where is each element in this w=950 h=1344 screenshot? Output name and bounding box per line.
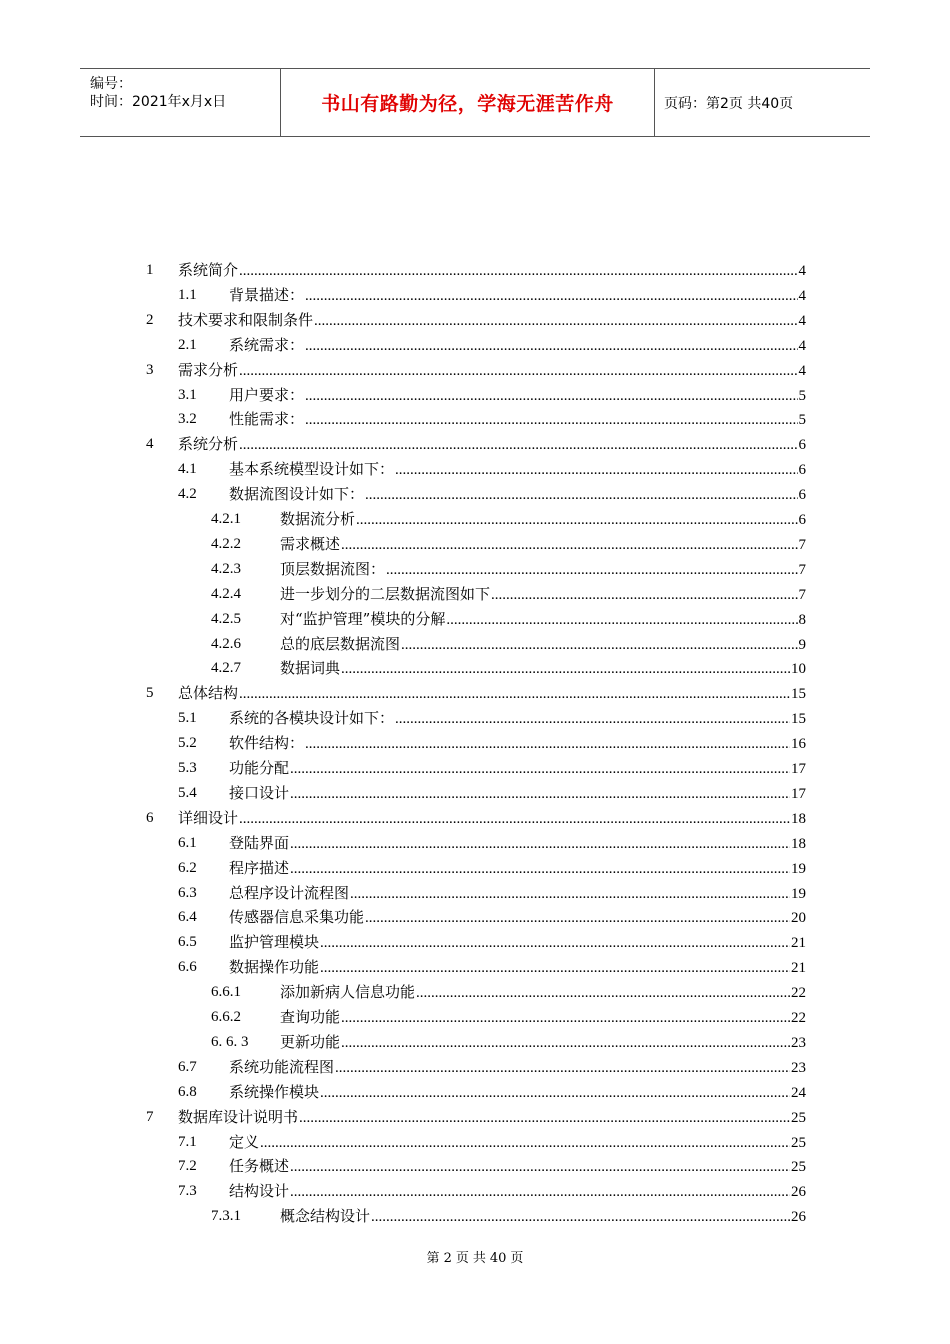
toc-dot-leader (290, 757, 790, 782)
toc-dot-leader (290, 1155, 790, 1180)
toc-entry-number: 3 (146, 361, 154, 378)
toc-entry-number: 4.2.4 (211, 585, 241, 602)
toc-entry[interactable] (0, 407, 950, 432)
toc-dot-leader (341, 1006, 790, 1031)
toc-dot-leader (239, 259, 797, 284)
toc-dot-leader (395, 458, 797, 483)
toc-dot-leader (290, 857, 790, 882)
toc-dot-leader (365, 906, 790, 931)
toc-entry-number: 4.2.1 (211, 511, 241, 527)
toc-entry-page: 4 (798, 362, 806, 379)
toc-entry[interactable] (0, 656, 950, 681)
toc-entry-page: 15 (791, 686, 806, 703)
toc-entry-title: 监护管理模块 (229, 930, 320, 955)
toc-entry-title: 需求概述 (280, 532, 341, 557)
toc-entry-number: 1.1 (178, 286, 197, 303)
toc-entry-page: 18 (791, 810, 806, 827)
toc-dot-leader (305, 284, 797, 309)
toc-entry-page: 4 (798, 337, 806, 354)
toc-entry[interactable] (0, 881, 950, 906)
toc-entry-number: 7.1 (178, 1133, 197, 1150)
toc-entry[interactable] (0, 557, 950, 582)
page-info: 页码：第2页 共40页 (664, 95, 794, 112)
toc-entry-page: 23 (791, 1059, 806, 1076)
toc-entry-title: 系统操作模块 (229, 1080, 320, 1105)
toc-dot-leader (305, 384, 797, 409)
toc-entry-title: 数据流图设计如下： (229, 482, 365, 507)
footer-total-pages: 40 (489, 1251, 507, 1266)
toc-entry-page: 4 (798, 312, 806, 329)
toc-entry[interactable] (0, 831, 950, 856)
toc-entry[interactable] (0, 1080, 950, 1105)
toc-entry-title: 传感器信息采集功能 (229, 905, 365, 930)
toc-entry-number: 6.3 (178, 884, 197, 901)
toc-entry-number: 6.4 (178, 909, 197, 926)
toc-entry-number: 6.6 (178, 959, 197, 976)
toc-entry-title: 登陆界面 (229, 831, 290, 856)
toc-entry[interactable] (0, 358, 950, 383)
toc-entry-number: 6.1 (178, 834, 197, 851)
toc-entry-title: 总程序设计流程图 (229, 881, 350, 906)
toc-entry-page: 4 (798, 263, 806, 279)
toc-entry[interactable] (0, 1030, 950, 1055)
toc-dot-leader (395, 707, 790, 732)
toc-entry-title: 技术要求和限制条件 (178, 308, 314, 333)
toc-entry[interactable] (0, 482, 950, 507)
toc-entry[interactable] (0, 258, 950, 283)
toc-dot-leader (239, 359, 797, 384)
toc-entry-title: 数据库设计说明书 (178, 1105, 299, 1130)
toc-entry[interactable] (0, 607, 950, 632)
toc-entry[interactable] (0, 980, 950, 1005)
footer-ye2: 页 (510, 1251, 524, 1266)
page-header (80, 68, 870, 137)
toc-entry-title: 进一步划分的二层数据流图如下 (280, 582, 491, 607)
toc-entry-title: 需求分析 (178, 358, 239, 383)
toc-entry[interactable] (0, 1005, 950, 1030)
toc-entry-number: 5.2 (178, 735, 197, 752)
toc-entry-page: 10 (791, 661, 806, 678)
toc-entry[interactable] (0, 1154, 950, 1179)
toc-dot-leader (356, 508, 797, 533)
toc-entry-title: 任务概述 (229, 1154, 290, 1179)
toc-entry-number: 4.2.5 (211, 610, 241, 627)
toc-dot-leader (341, 533, 797, 558)
toc-entry-page: 17 (791, 761, 806, 777)
toc-dot-leader (239, 682, 790, 707)
toc-entry-number: 4.2.3 (211, 560, 241, 577)
toc-entry-number: 6.6.1 (211, 984, 241, 1001)
number-label: 编号： (90, 76, 132, 92)
toc-entry-page: 16 (791, 736, 806, 753)
toc-entry[interactable] (0, 681, 950, 706)
footer-current-page: 2 (443, 1251, 452, 1266)
toc-entry-title: 软件结构： (229, 731, 305, 756)
toc-entry-title: 查询功能 (280, 1005, 341, 1030)
toc-entry-title: 程序描述 (229, 856, 290, 881)
toc-dot-leader (416, 981, 790, 1006)
toc-entry-title: 结构设计 (229, 1179, 290, 1204)
toc-dot-leader (290, 832, 790, 857)
toc-entry-title: 总体结构 (178, 681, 239, 706)
toc-entry[interactable] (0, 806, 950, 831)
toc-entry-number: 7.3 (178, 1183, 197, 1200)
toc-entry-title: 功能分配 (229, 756, 290, 781)
footer-di: 第 (426, 1251, 440, 1266)
toc-entry[interactable] (0, 856, 950, 881)
toc-entry[interactable] (0, 731, 950, 756)
toc-dot-leader (299, 1106, 790, 1131)
toc-entry-number: 1 (146, 262, 154, 278)
toc-entry-number: 3.1 (178, 386, 197, 403)
toc-entry[interactable] (0, 532, 950, 557)
toc-entry-page: 26 (791, 1184, 806, 1201)
toc-entry-page: 7 (798, 561, 806, 578)
motto-text: 书山有路勤为径，学海无涯苦作舟 (321, 93, 614, 115)
toc-entry-title: 系统功能流程图 (229, 1055, 335, 1080)
toc-entry-page: 22 (791, 985, 806, 1002)
toc-entry-number: 2.1 (178, 336, 197, 353)
toc-entry-number: 6.2 (178, 859, 197, 876)
toc-entry[interactable] (0, 333, 950, 358)
toc-entry[interactable] (0, 706, 950, 731)
toc-entry-number: 5.1 (178, 710, 197, 727)
toc-entry-title: 总的底层数据流图 (280, 632, 401, 657)
toc-entry[interactable] (0, 308, 950, 333)
toc-entry[interactable] (0, 1204, 950, 1229)
toc-entry-page: 20 (791, 910, 806, 927)
toc-entry-number: 7 (146, 1108, 154, 1125)
page-footer (0, 1247, 950, 1266)
toc-entry-number: 4.1 (178, 461, 197, 478)
header-page-cell (654, 69, 870, 136)
toc-entry-number: 6 (146, 809, 154, 826)
toc-dot-leader (350, 882, 790, 907)
toc-entry-page: 9 (798, 636, 806, 653)
toc-dot-leader (446, 608, 797, 633)
toc-entry[interactable] (0, 432, 950, 457)
toc-entry-page: 6 (798, 512, 806, 528)
toc-entry-title: 数据词典 (280, 656, 341, 681)
toc-dot-leader (320, 1081, 790, 1106)
toc-entry-title: 接口设计 (229, 781, 290, 806)
toc-dot-leader (305, 408, 797, 433)
toc-entry-number: 7.3.1 (211, 1208, 241, 1225)
toc-entry-page: 19 (791, 860, 806, 877)
toc-entry-page: 6 (798, 437, 806, 454)
toc-entry[interactable] (0, 582, 950, 607)
toc-entry-page: 25 (791, 1134, 806, 1151)
toc-entry[interactable] (0, 1179, 950, 1204)
toc-dot-leader (320, 931, 790, 956)
toc-dot-leader (320, 956, 790, 981)
toc-dot-leader (335, 1056, 790, 1081)
toc-entry-number: 6.5 (178, 934, 197, 951)
toc-entry-page: 24 (791, 1084, 806, 1101)
toc-entry-page: 5 (798, 412, 806, 429)
toc-entry-title: 用户要求： (229, 383, 305, 408)
toc-entry-number: 4.2.6 (211, 635, 241, 652)
toc-dot-leader (290, 1180, 790, 1205)
toc-entry-number: 2 (146, 311, 154, 328)
toc-entry-number: 5.4 (178, 784, 197, 801)
toc-entry-page: 15 (791, 711, 806, 728)
toc-entry-title: 数据操作功能 (229, 955, 320, 980)
toc-dot-leader (314, 309, 797, 334)
toc-entry-title: 更新功能 (280, 1030, 341, 1055)
toc-dot-leader (260, 1131, 790, 1156)
toc-entry-number: 5 (146, 685, 154, 702)
toc-entry[interactable] (0, 632, 950, 657)
toc-entry-title: 系统的各模块设计如下： (229, 706, 395, 731)
toc-entry[interactable] (0, 1130, 950, 1155)
toc-entry-number: 4.2 (178, 486, 197, 503)
toc-entry[interactable] (0, 781, 950, 806)
toc-entry[interactable] (0, 955, 950, 980)
toc-entry-title: 性能需求： (229, 407, 305, 432)
toc-dot-leader (239, 433, 797, 458)
toc-dot-leader (290, 782, 790, 807)
toc-entry[interactable] (0, 383, 950, 408)
toc-entry-page: 7 (798, 536, 806, 553)
toc-entry-title: 定义 (229, 1130, 260, 1155)
toc-entry-title: 概念结构设计 (280, 1204, 371, 1229)
toc-entry[interactable] (0, 283, 950, 308)
toc-entry-page: 17 (791, 785, 806, 802)
header-meta-cell (80, 69, 280, 136)
toc-entry-title: 数据流分析 (280, 507, 356, 532)
toc-entry-title: 基本系统模型设计如下： (229, 457, 395, 482)
toc-dot-leader (341, 1031, 790, 1056)
toc-entry-page: 21 (791, 935, 806, 952)
time-label: 时间：2021年x月x日 (90, 94, 227, 110)
toc-entry-page: 21 (791, 960, 806, 977)
toc-entry[interactable] (0, 1105, 950, 1130)
toc-entry-number: 5.3 (178, 760, 197, 776)
toc-dot-leader (371, 1205, 790, 1230)
toc-entry-number: 6. 6. 3 (211, 1033, 249, 1050)
toc-entry-page: 25 (791, 1159, 806, 1176)
toc-entry-title: 系统需求： (229, 333, 305, 358)
toc-entry-number: 6.7 (178, 1058, 197, 1075)
toc-entry-page: 5 (798, 387, 806, 404)
toc-entry-page: 18 (791, 835, 806, 852)
toc-entry-page: 7 (798, 586, 806, 603)
header-motto-cell (280, 69, 655, 136)
toc-dot-leader (341, 657, 790, 682)
toc-entry-number: 7.2 (178, 1158, 197, 1175)
toc-entry-page: 25 (791, 1109, 806, 1126)
toc-entry-number: 4 (146, 436, 154, 453)
toc-entry-number: 3.2 (178, 411, 197, 428)
toc-entry-title: 系统简介 (178, 258, 239, 283)
toc-entry[interactable] (0, 905, 950, 930)
toc-entry-page: 22 (791, 1010, 806, 1026)
toc-dot-leader (386, 558, 797, 583)
toc-entry[interactable] (0, 507, 950, 532)
toc-entry-page: 8 (798, 611, 806, 628)
footer-ye: 页 (455, 1251, 469, 1266)
toc-entry-title: 背景描述： (229, 283, 305, 308)
toc-entry-page: 23 (791, 1034, 806, 1051)
toc-entry-page: 4 (798, 287, 806, 304)
toc-entry-title: 顶层数据流图： (280, 557, 386, 582)
toc-entry-title: 系统分析 (178, 432, 239, 457)
toc-entry-page: 19 (791, 885, 806, 902)
toc-dot-leader (305, 334, 797, 359)
toc-entry-page: 26 (791, 1209, 806, 1226)
toc-entry[interactable] (0, 457, 950, 482)
toc-entry-title: 添加新病人信息功能 (280, 980, 416, 1005)
toc-entry[interactable] (0, 1055, 950, 1080)
toc-entry-page: 6 (798, 462, 806, 479)
toc-entry-page: 6 (798, 487, 806, 504)
toc-entry[interactable] (0, 930, 950, 955)
toc-entry-title: 详细设计 (178, 806, 239, 831)
toc-dot-leader (491, 583, 797, 608)
toc-entry-number: 6.6.2 (211, 1009, 241, 1025)
footer-gong: 共 (472, 1251, 486, 1266)
toc-entry-title: 对“监护管理”模块的分解 (280, 607, 446, 632)
toc-dot-leader (239, 807, 790, 832)
toc-entry-number: 6.8 (178, 1083, 197, 1100)
toc-dot-leader (401, 633, 797, 658)
toc-dot-leader (365, 483, 797, 508)
toc-entry[interactable] (0, 756, 950, 781)
toc-entry-number: 4.2.7 (211, 660, 241, 677)
toc-dot-leader (305, 732, 790, 757)
toc-entry-number: 4.2.2 (211, 535, 241, 552)
